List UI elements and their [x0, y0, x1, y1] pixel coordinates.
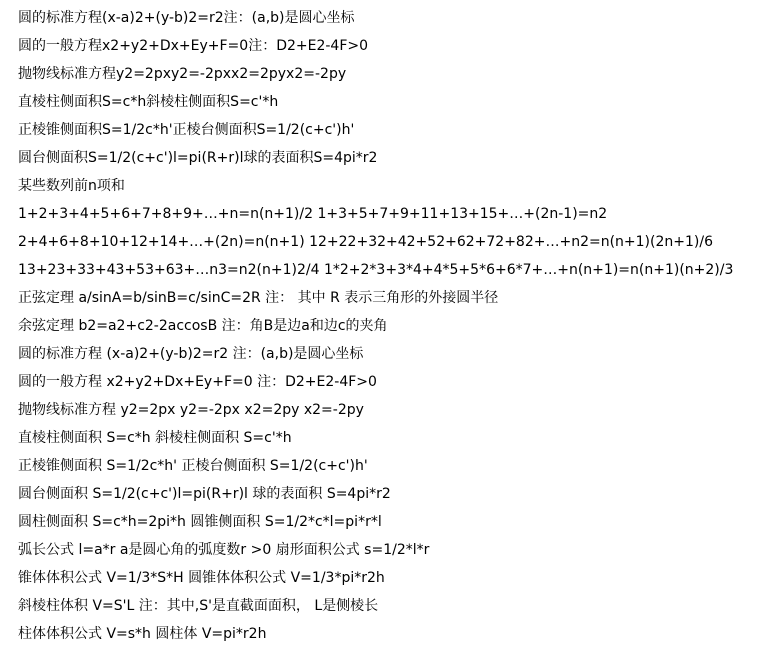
formula-line-series-1: 1+2+3+4+5+6+7+8+9+…+n=n(n+1)/2 1+3+5+7+9+11+13+15+…+(2n-1)=n2: [18, 206, 608, 222]
formula-line-circle-general-2: 圆的一般方程 x2+y2+Dx+Ey+F=0 注：D2+E2-4F>0: [18, 374, 377, 390]
formula-line-arc-sector: 弧长公式 l=a*r a是圆心角的弧度数r >0 扇形面积公式 s=1/2*l*r: [18, 542, 430, 558]
formula-line-cylinder-volume: 柱体体积公式 V=s*h 圆柱体 V=pi*r2h: [18, 626, 267, 642]
formula-line-pyramid-lateral-2: 正棱锥侧面积 S=1/2c*h' 正棱台侧面积 S=1/2(c+c')h': [18, 458, 368, 474]
formula-line-parabola-2: 抛物线标准方程 y2=2px y2=-2px x2=2py x2=-2py: [18, 402, 364, 418]
formula-line-frustum-sphere-2: 圆台侧面积 S=1/2(c+c')l=pi(R+r)l 球的表面积 S=4pi*r2: [18, 486, 391, 502]
formula-line-cosine-law: 余弦定理 b2=a2+c2-2accosB 注：角B是边a和边c的夹角: [18, 318, 388, 334]
formula-line-circle-standard-2: 圆的标准方程 (x-a)2+(y-b)2=r2 注：(a,b)是圆心坐标: [18, 346, 364, 362]
formula-line-cone-volume: 锥体体积公式 V=1/3*S*H 圆锥体体积公式 V=1/3*pi*r2h: [18, 570, 385, 586]
formula-line-circle-standard: 圆的标准方程(x-a)2+(y-b)2=r2注：(a,b)是圆心坐标: [18, 10, 355, 26]
formula-line-series-2: 2+4+6+8+10+12+14+…+(2n)=n(n+1) 12+22+32+42+52+62+72+82+…+n2=n(n+1)(2n+1)/6: [18, 234, 713, 250]
formula-line-series-3: 13+23+33+43+53+63+…n3=n2(n+1)2/4 1*2+2*3+3*4+4*5+5*6+6*7+…+n(n+1)=n(n+1)(n+2)/3: [18, 262, 734, 278]
formula-line-oblique-prism-volume: 斜棱柱体积 V=S'L 注：其中,S'是直截面面积， L是侧棱长: [18, 598, 379, 614]
formula-line-prism-lateral: 直棱柱侧面积S=c*h斜棱柱侧面积S=c'*h: [18, 94, 279, 110]
formula-line-sine-law: 正弦定理 a/sinA=b/sinB=c/sinC=2R 注： 其中 R 表示三角形的外接圆半径: [18, 290, 499, 306]
formula-line-prism-lateral-2: 直棱柱侧面积 S=c*h 斜棱柱侧面积 S=c'*h: [18, 430, 292, 446]
formula-line-cylinder-cone-lateral: 圆柱侧面积 S=c*h=2pi*h 圆锥侧面积 S=1/2*c*l=pi*r*l: [18, 514, 382, 530]
section-heading-series-sums: 某些数列前n项和: [18, 178, 125, 194]
formula-line-pyramid-lateral: 正棱锥侧面积S=1/2c*h'正棱台侧面积S=1/2(c+c')h': [18, 122, 355, 138]
formula-line-parabola: 抛物线标准方程y2=2pxy2=-2pxx2=2pyx2=-2py: [18, 66, 347, 82]
formula-line-circle-general: 圆的一般方程x2+y2+Dx+Ey+F=0注：D2+E2-4F>0: [18, 38, 369, 54]
formula-line-frustum-sphere: 圆台侧面积S=1/2(c+c')l=pi(R+r)l球的表面积S=4pi*r2: [18, 150, 378, 166]
